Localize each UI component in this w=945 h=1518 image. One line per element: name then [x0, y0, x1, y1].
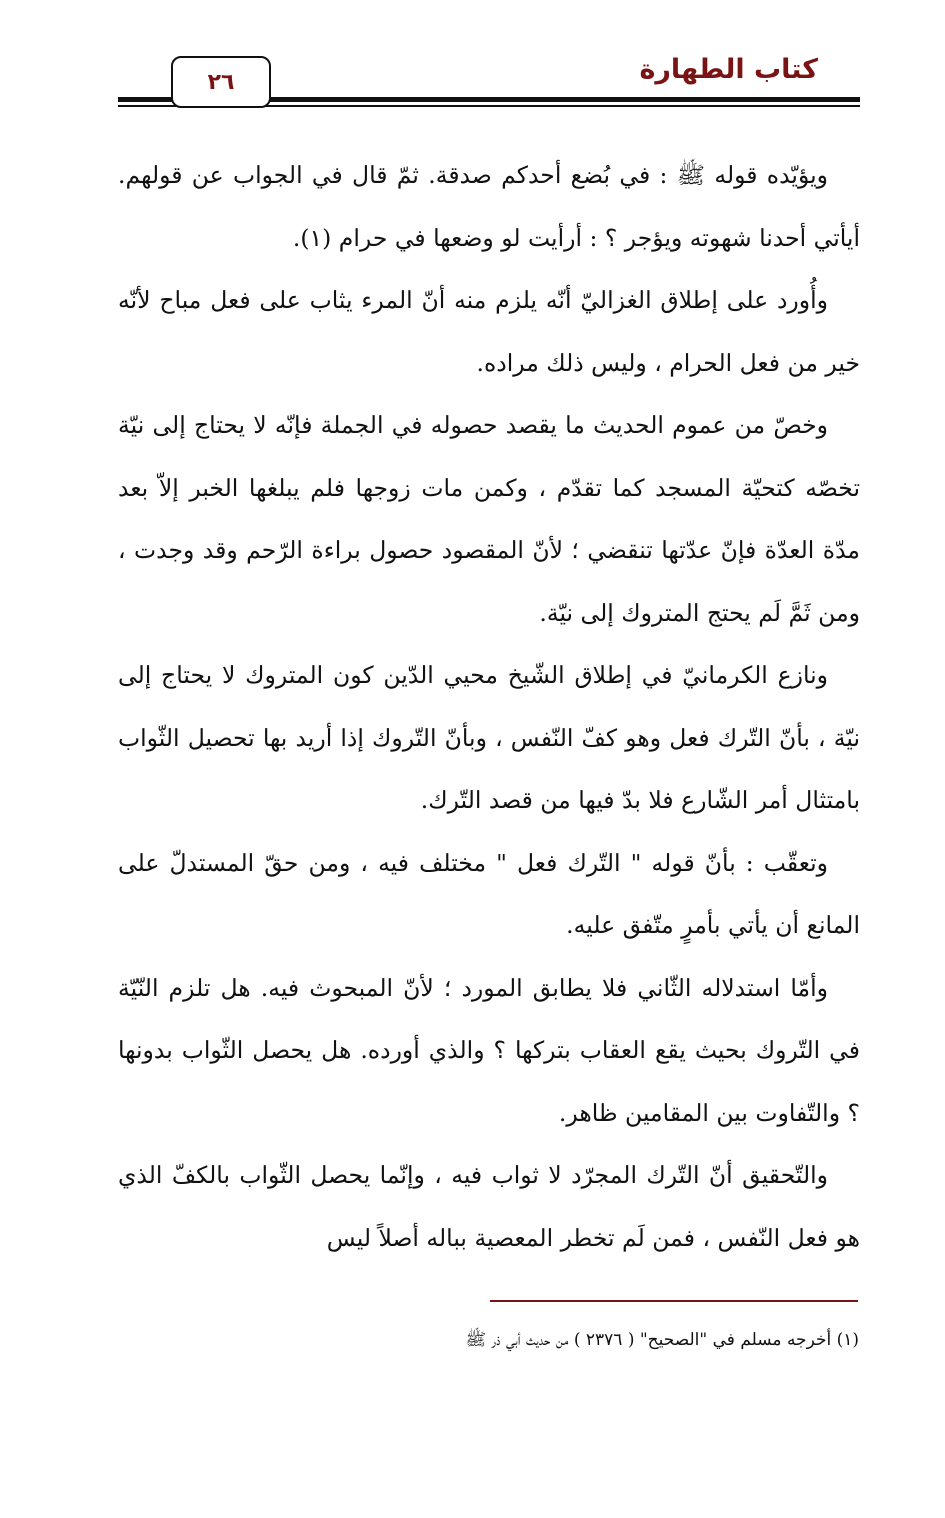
paragraph-1: ويؤيّده قوله ﷺ : في بُضع أحدكم صدقة. ثمّ قال في الجواب عن قولهم. أيأتي أحدنا شهوته ويؤجر ؟ : أرأيت لو وضعها في حرام (١). [118, 161, 860, 252]
footnote-separator [490, 1300, 858, 1302]
paragraph-3: وخصّ من عموم الحديث ما يقصد حصوله في الجملة فإنّه لا يحتاج إلى نيّة تخصّه كتحيّة المسجد كما تقدّم ، وكمن مات زوجها فلم يبلغها الخبر إلاّ بعد مدّة العدّة فإنّ عدّتها تنقضي ؛ لأنّ المقصود حصول براءة الرّحم وقد وجدت ، ومن ثَمَّ لَم يحتج المتروك إلى نيّة. [118, 411, 860, 627]
page-number-box [171, 56, 271, 108]
footnote: (١) أخرجه مسلم في "الصحيح" ( ٢٣٧٦ ) من حديث أبي ذر ﷺ [465, 1330, 859, 1350]
page-header [118, 50, 860, 120]
main-text [118, 144, 860, 1269]
paragraph-7: والتّحقيق أنّ التّرك المجرّد لا ثواب فيه ، وإنّما يحصل الثّواب بالكفّ الذي هو فعل النّفس ، فمن لَم تخطر المعصية بباله أصلاً ليس [118, 1161, 860, 1252]
book-title: كتاب الطهارة [639, 54, 818, 85]
page-number: ٢٦ [207, 69, 235, 95]
paragraph-5: وتعقّب : بأنّ قوله " التّرك فعل " مختلف فيه ، ومن حقّ المستدلّ على المانع أن يأتي بأمرٍ متّفق عليه. [118, 848, 860, 939]
paragraph-2: وأُورد على إطلاق الغزاليّ أنّه يلزم منه أنّ المرء يثاب على فعل مباح لأنّه خير من فعل الحرام ، وليس ذلك مراده. [118, 286, 860, 377]
paragraph-6: وأمّا استدلاله الثّاني فلا يطابق المورد ؛ لأنّ المبحوث فيه. هل تلزم النّيّة في التّروك بحيث يقع العقاب بتركها ؟ والذي أورده. هل يحصل الثّواب بدونها ؟ والتّفاوت بين المقامين ظاهر. [118, 973, 860, 1127]
paragraph-4: ونازع الكرمانيّ في إطلاق الشّيخ محيي الدّين كون المتروك لا يحتاج إلى نيّة ، بأنّ التّرك فعل وهو كفّ النّفس ، وبأنّ التّروك إذا أريد بها تحصيل الثّواب بامتثال أمر الشّارع فلا بدّ فيها من قصد التّرك. [118, 661, 860, 814]
